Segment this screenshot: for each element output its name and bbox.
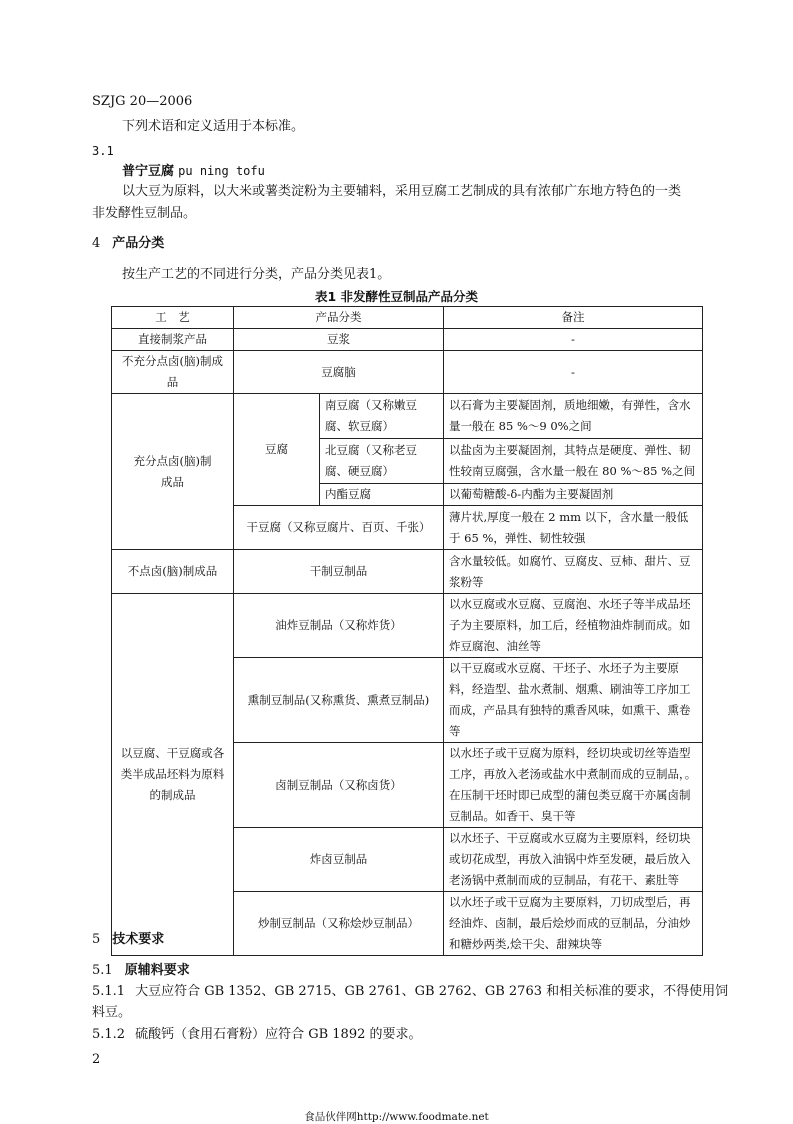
section4-title: 产品分类 [112,236,165,251]
cell-note: 薄片状,厚度一般在 2 mm 以下，含水量一般低于 65 %，弹性、韧性较强 [444,506,703,550]
table-row [112,394,703,439]
cell-product: 油炸豆制品（又称炸货） [234,594,444,658]
cell-product: 炒制豆制品（又称烩炒豆制品） [234,892,444,956]
cell-product: 内酯豆腐 [320,484,444,506]
cell-note: 以水豆腐或水豆腐、豆腐泡、水坯子等半成品坯子为主要原料，加工后，经植物油炸制而成。如炸豆腐泡、油丝等 [444,594,703,658]
term-heading [122,160,265,183]
term-definition-line1: 以大豆为原料，以大米或薯类淀粉为主要辅料，采用豆腐工艺制成的具有浓郁广东地方特色的一类 [122,184,682,199]
table-row [112,594,703,658]
product-classification-table [111,306,703,956]
cell-note: - [444,351,703,394]
cell-note: 以水坯子或干豆腐为原料，经切块或切丝等造型工序，再放入老汤或盐水中煮制而成的豆制品，。在压制干坯时即已成型的蒲包类豆腐干亦属卤制豆制品。如香干、臭干等 [444,743,703,828]
clause-5-1-1 [92,981,728,1003]
cell-product: 炸卤豆制品 [234,828,444,892]
clause-5-1-1-continued: 料豆。 [92,1005,132,1020]
section5-title: 技术要求 [112,932,165,947]
cell-product: 干制豆制品 [234,550,444,594]
header-note: 备注 [444,307,703,329]
cell-note: 以葡萄糖酸-δ-内酯为主要凝固剂 [444,484,703,506]
cell-product: 卤制豆制品（又称卤货） [234,743,444,828]
term-definition-line2: 非发酵性豆制品。 [92,206,197,221]
standard-code: SZJG 20—2006 [92,94,193,109]
cell-product: 南豆腐（又称嫩豆腐、软豆腐） [320,394,444,439]
cell-note: - [444,329,703,351]
cell-note: 以水坯子、干豆腐或水豆腐为主要原料，经切块或切花成型，再放入油锅中炸至发硬，最后放入老汤锅中煮制而成的豆制品，有花干、素肚等 [444,828,703,892]
cell-process: 直接制浆产品 [112,329,234,351]
cell-note: 以水坯子或干豆腐为主要原料，刀切成型后，再经油炸、卤制，最后烩炒而成的豆制品，分油炒和糖炒两类,烩干尖、甜辣块等 [444,892,703,956]
cell-product: 熏制豆制品(又称熏货、熏煮豆制品) [234,658,444,743]
cell-process: 充分点卤(脑)制成品 [112,394,234,550]
cell-process: 以豆腐、干豆腐或各类半成品坯料为原料的制成品 [112,594,234,956]
subsection-heading [92,960,190,982]
section5-number: 5 [92,932,101,947]
clause-text: 大豆应符合 GB 1352、GB 2715、GB 2761、GB 2762、GB 2763 和相关标准的要求，不得使用饲 [135,984,729,999]
cell-note: 以盐卤为主要凝固剂，其特点是硬度、弹性、韧性较南豆腐强，含水量一般在 80 %～85 %之间 [444,439,703,484]
section4-heading [92,233,164,255]
subsection-title: 原辅料要求 [124,963,190,978]
cell-note: 含水量较低。如腐竹、豆腐皮、豆柿、甜片、豆浆粉等 [444,550,703,594]
table-row [112,550,703,594]
clause-number: 5.1.1 [92,984,126,999]
cell-product: 豆腐脑 [234,351,444,394]
cell-note: 以石膏为主要凝固剂，质地细嫩，有弹性，含水量一般在 85 %～9 0%之间 [444,394,703,439]
table-row [112,329,703,351]
cell-process: 不点卤(脑)制成品 [112,550,234,594]
term-number: 3.1 [92,144,114,158]
term-name-en: pu ning tofu [178,164,265,178]
cell-process: 不充分点卤(脑)制成品 [112,351,234,394]
clause-5-1-2 [92,1024,422,1046]
clause-text: 硫酸钙（食用石膏粉）应符合 GB 1892 的要求。 [135,1027,422,1042]
table-caption: 表1 非发酵性豆制品产品分类 [314,289,479,304]
cell-product: 豆浆 [234,329,444,351]
header-product: 产品分类 [234,307,444,329]
subsection-number: 5.1 [92,963,113,978]
cell-product: 干豆腐（又称豆腐片、百页、千张） [234,506,444,550]
page-number: 2 [92,1052,101,1067]
intro-text: 下列术语和定义适用于本标准。 [122,119,305,134]
section5-heading [92,929,164,951]
cell-product: 北豆腐（又称老豆腐、硬豆腐） [320,439,444,484]
table-row [112,351,703,394]
section4-text: 按生产工艺的不同进行分类，产品分类见表1。 [122,267,391,282]
footer-watermark: 食品伙伴网http://www.foodmate.net [304,1111,489,1123]
term-name: 普宁豆腐 [122,164,175,179]
clause-number: 5.1.2 [92,1027,126,1042]
header-process: 工 艺 [112,307,234,329]
cell-group: 豆腐 [234,394,320,506]
table-header-row [112,307,703,329]
section4-number: 4 [92,236,101,251]
cell-note: 以干豆腐或水豆腐、干坯子、水坯子为主要原料，经造型、盐水煮制、烟熏、刷油等工序加工而成，产品具有独特的熏香风味，如熏干、熏卷等 [444,658,703,743]
